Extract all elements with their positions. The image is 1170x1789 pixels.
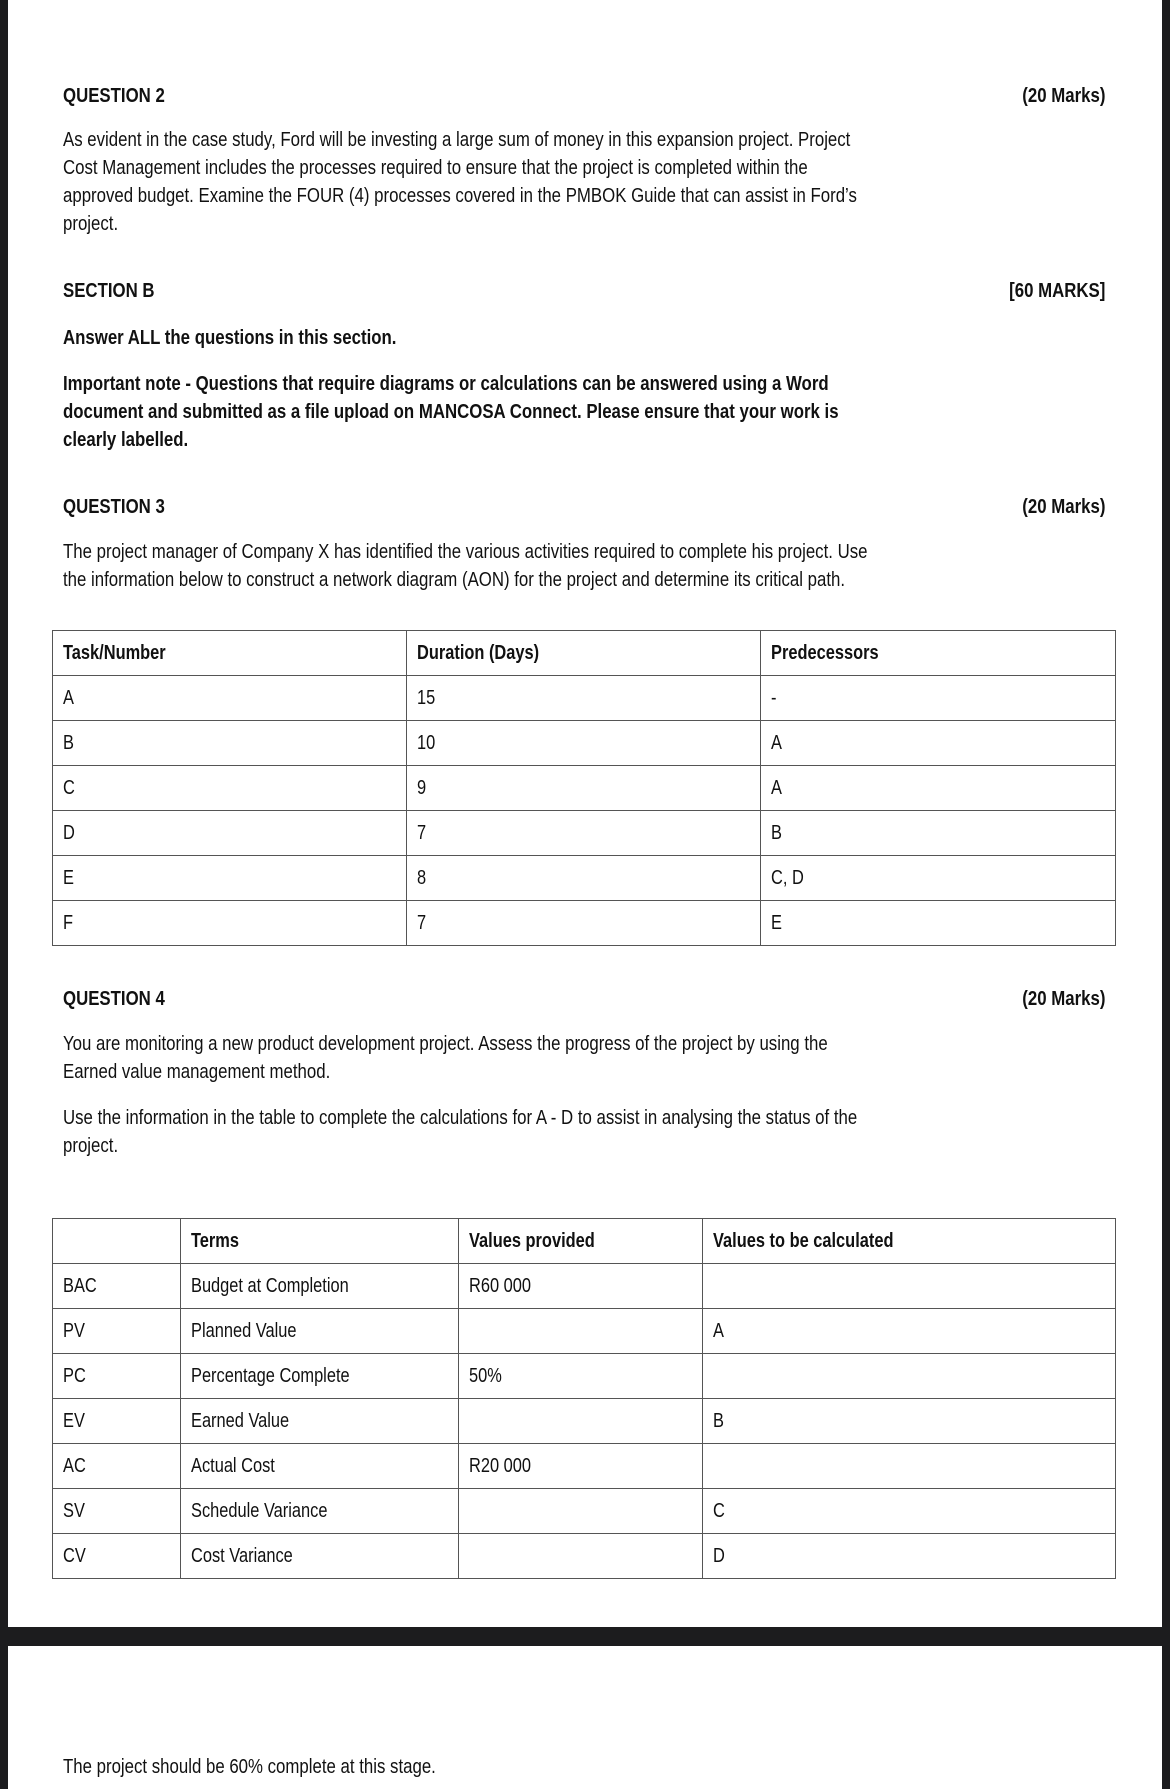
task-table [52,630,1116,946]
table-cell-text: 50% [469,1364,502,1387]
text-line [63,210,1031,238]
page-2-text-content: The project should be 60% complete at this stage. [63,1755,436,1778]
table-cell [181,1399,459,1444]
table-cell [407,901,761,946]
table-cell-text: Earned Value [191,1409,290,1432]
table-cell [53,1399,181,1444]
text-line-content: The project manager of Company X has identified the various activities required to complete his project. Use [63,540,868,563]
text-line-content: Cost Management includes the processes required to ensure that the project is completed within the [63,156,808,179]
table-row [53,1444,1116,1489]
section-b-instruction-text: Answer ALL the questions in this section. [63,326,397,349]
text-line-content: Earned value management method. [63,1060,331,1083]
question-4-instruction [63,1104,1032,1160]
table-cell-text: D [63,821,75,844]
table-cell-text: E [63,866,74,889]
table-cell [407,721,761,766]
table-cell-text: CV [63,1544,86,1567]
table-cell [703,1534,1116,1579]
table-cell [703,1264,1116,1309]
text-line-content: the information below to construct a network diagram (AON) for the project and determine its critical path. [63,568,846,591]
table-cell [407,766,761,811]
table-cell-text: B [771,821,782,844]
table-cell-text: D [713,1544,725,1567]
table-row [53,1309,1116,1354]
section-b-marks-text: [60 MARKS] [1008,279,1105,302]
table-cell-text: 7 [417,911,427,934]
column-header-text: Predecessors [771,641,879,664]
column-header [407,631,761,676]
question-2-paragraph [63,126,1031,238]
text-line-content: document and submitted as a file upload on MANCOSA Connect. Please ensure that your work is [63,400,839,423]
table-row [53,766,1116,811]
text-line [63,1058,996,1086]
table-cell-text: B [713,1409,724,1432]
table-cell [459,1309,703,1354]
table-cell-text: 9 [417,776,427,799]
table-cell-text: Planned Value [191,1319,297,1342]
table-cell-text: 15 [417,686,436,709]
table-cell-text: 7 [417,821,427,844]
text-line [63,426,1009,454]
table-cell-text: A [771,731,782,754]
text-line [63,398,1009,426]
table-cell-text: SV [63,1499,85,1522]
text-line [63,538,1044,566]
table-cell [459,1534,703,1579]
table-cell [761,811,1116,856]
table-cell [459,1354,703,1399]
column-header [53,631,407,676]
table-row [53,1489,1116,1534]
table-cell [53,1489,181,1534]
question-3-marks-text: (20 Marks) [1021,495,1105,518]
table-cell [53,721,407,766]
table-row [53,1264,1116,1309]
table-cell [53,901,407,946]
table-cell [761,766,1116,811]
table-cell [181,1444,459,1489]
text-line [63,1132,1032,1160]
table-cell [703,1444,1116,1489]
table-cell-text: A [63,686,74,709]
column-header [459,1219,703,1264]
table-cell [53,676,407,721]
table-cell [181,1534,459,1579]
table-cell-text: Actual Cost [191,1454,275,1477]
table-cell [459,1264,703,1309]
question-2-title-text: QUESTION 2 [63,84,165,107]
question-2-marks [1004,82,1105,110]
text-line [63,154,1031,182]
table-row [53,856,1116,901]
table-cell-text: AC [63,1454,86,1477]
table-cell [53,1534,181,1579]
table-row [53,721,1116,766]
text-line-content: clearly labelled. [63,428,189,451]
text-line-content: project. [63,212,119,235]
table-cell-text: Schedule Variance [191,1499,328,1522]
question-4-marks-text: (20 Marks) [1021,987,1105,1010]
table-cell [703,1354,1116,1399]
table-cell-text: C [63,776,75,799]
table-cell [703,1399,1116,1444]
table-cell [459,1444,703,1489]
text-line-content: Use the information in the table to complete the calculations for A - D to assist in analysing the status of the [63,1106,858,1129]
table-cell [703,1489,1116,1534]
column-header [181,1219,459,1264]
page-2-text [63,1753,518,1781]
table-cell-text: BAC [63,1274,97,1297]
table-cell-text: F [63,911,74,934]
table-row [53,901,1116,946]
table-cell [459,1399,703,1444]
table-cell-text: Cost Variance [191,1544,293,1567]
question-3-title [63,493,187,521]
column-header [761,631,1116,676]
text-line [63,370,1009,398]
table-cell [761,721,1116,766]
section-b-title [63,277,175,305]
table-cell-text: C [713,1499,725,1522]
table-cell [407,856,761,901]
text-line [63,182,1031,210]
question-3-marks [1004,493,1105,521]
question-4-title [63,985,187,1013]
section-b-instruction [63,324,470,352]
table-cell [53,856,407,901]
column-header [53,1219,181,1264]
table-cell [181,1354,459,1399]
text-line-content: approved budget. Examine the FOUR (4) processes covered in the PMBOK Guide that can assist in Ford’s [63,184,857,207]
table-cell-text: 10 [417,731,436,754]
table-row [53,811,1116,856]
table-cell-text: PC [63,1364,86,1387]
table-cell [761,856,1116,901]
document-page-2 [8,1646,1162,1789]
column-header [703,1219,1116,1264]
earned-value-table [52,1218,1116,1579]
table-cell-text: Budget at Completion [191,1274,349,1297]
table-cell-text: A [771,776,782,799]
column-header-text: Duration (Days) [417,641,540,664]
table-cell [181,1489,459,1534]
table-row [53,1399,1116,1444]
question-3-paragraph [63,538,1044,594]
table-row [53,1534,1116,1579]
text-line-content: As evident in the case study, Ford will be investing a large sum of money in this expansion project. Project [63,128,851,151]
question-4-marks [1004,985,1105,1013]
question-2-marks-text: (20 Marks) [1021,84,1105,107]
table-cell-text: R60 000 [469,1274,532,1297]
table-cell [53,1264,181,1309]
table-cell-text: PV [63,1319,85,1342]
column-header-text: Task/Number [63,641,166,664]
table-cell [53,811,407,856]
table-cell-text: R20 000 [469,1454,532,1477]
table-cell [761,676,1116,721]
table-cell-text: 8 [417,866,427,889]
table-cell [407,811,761,856]
table-cell [181,1309,459,1354]
text-line [63,566,1044,594]
table-cell-text: - [771,686,777,709]
document-page-1 [8,0,1162,1627]
question-3-title-text: QUESTION 3 [63,495,165,518]
table-row [53,1354,1116,1399]
table-cell [53,1354,181,1399]
text-line-content: project. [63,1134,119,1157]
text-line [63,126,1031,154]
section-b-title-text: SECTION B [63,279,155,302]
text-line [63,1104,1032,1132]
table-cell [53,1309,181,1354]
table-cell [703,1309,1116,1354]
table-cell [53,1444,181,1489]
section-b-marks [988,277,1105,305]
text-line-content: You are monitoring a new product development project. Assess the progress of the project by using the [63,1032,828,1055]
column-header-text: Terms [191,1229,240,1252]
table-cell [761,901,1116,946]
question-2-title [63,82,187,110]
table-cell-text: B [63,731,74,754]
table-header-row [53,631,1116,676]
column-header-text: Values provided [469,1229,595,1252]
important-note [63,370,1009,454]
table-cell-text: C, D [771,866,804,889]
table-cell [53,766,407,811]
table-cell [181,1264,459,1309]
question-4-title-text: QUESTION 4 [63,987,165,1010]
table-cell [407,676,761,721]
table-cell-text: A [713,1319,724,1342]
table-header-row [53,1219,1116,1264]
table-cell [459,1489,703,1534]
table-cell-text: E [771,911,782,934]
question-4-paragraph [63,1030,996,1086]
table-cell-text: EV [63,1409,85,1432]
column-header-text: Values to be calculated [713,1229,894,1252]
table-row [53,676,1116,721]
text-line [63,1030,996,1058]
text-line-content: Important note - Questions that require diagrams or calculations can be answered using a Word [63,372,829,395]
table-cell-text: Percentage Complete [191,1364,350,1387]
